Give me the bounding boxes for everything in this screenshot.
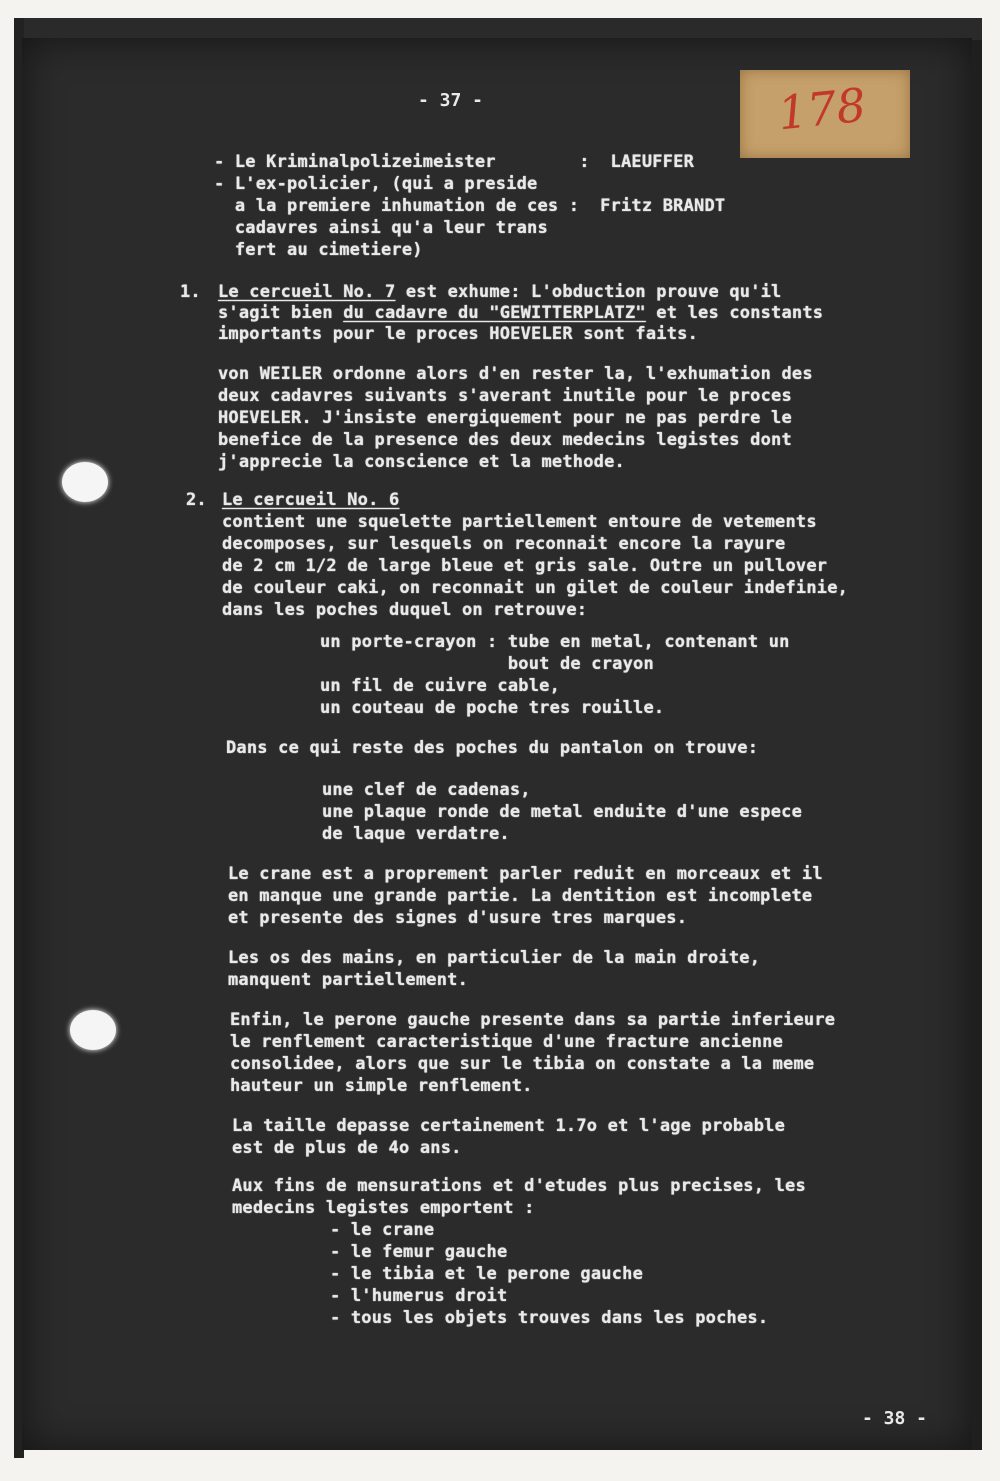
para-1-line-2: deux cadavres suivants s'averant inutile pour le proces (218, 386, 792, 406)
header-line-1: - Le Kriminalpolizeimeister : LAEUFFER (214, 152, 695, 172)
item-2-title: Le cercueil No. 6 (222, 490, 400, 510)
page-edge-right (972, 40, 982, 1450)
para-5-line-4: hauteur un simple renflement. (230, 1076, 533, 1096)
para-4-line-1: Les os des mains, en particulier de la main droite, (228, 948, 761, 968)
item-1-line-1 (218, 282, 782, 304)
list-3-item: - l'humerus droit (330, 1286, 508, 1306)
list-1-line-3: un fil de cuivre cable, (320, 676, 561, 696)
para-1-line-1: von WEILER ordonne alors d'en rester la, l'exhumation des (218, 364, 813, 384)
para-3-line-3: et presente des signes d'usure tres marques. (228, 908, 688, 928)
header-line-5: fert au cimetiere) (214, 240, 423, 260)
item-1-line-2-rest: et les constants (645, 303, 824, 323)
header-line-3: a la premiere inhumation de ces : Fritz BRANDT (214, 196, 726, 216)
para-3-line-2: en manque une grande partie. La dentition est incomplete (228, 886, 813, 906)
item-2-line-1: contient une squelette partiellement entoure de vetements (222, 512, 817, 532)
para-6-line-1: La taille depasse certainement 1.7o et l'age probable (232, 1116, 786, 1136)
list-3-item: - le tibia et le perone gauche (330, 1264, 644, 1284)
item-2-line-3: de 2 cm 1/2 de large bleue et gris sale. Outre un pullover (222, 556, 828, 576)
para-7-line-2: medecins legistes emportent : (232, 1198, 535, 1218)
item-1-number: 1. (180, 282, 201, 302)
para-5-line-2: le renflement caracteristique d'une fracture ancienne (230, 1032, 784, 1052)
item-1-line-1-text: est exhume: L'obduction prouve qu'il (395, 282, 782, 302)
para-5-line-1: Enfin, le perone gauche presente dans sa partie inferieure (230, 1010, 836, 1030)
stamp-number: 178 (775, 77, 869, 141)
header-line-4: cadavres ainsi qu'a leur trans (214, 218, 548, 238)
list-2-line-2: une plaque ronde de metal enduite d'une espece (322, 802, 803, 822)
list-3-item: - tous les objets trouves dans les poches. (330, 1308, 769, 1328)
item-2-line-2: decomposes, sur lesquels on reconnait encore la rayure (222, 534, 786, 554)
punch-hole-top (62, 462, 108, 502)
list-2-line-1: une clef de cadenas, (322, 780, 531, 800)
list-1-line-1: un porte-crayon : tube en metal, contenant un (320, 632, 790, 652)
para-1-line-4: benefice de la presence des deux medecins legistes dont (218, 430, 792, 450)
para-3-line-1: Le crane est a proprement parler reduit en morceaux et il (228, 864, 823, 884)
item-1-line-2 (218, 303, 823, 325)
archive-stamp (740, 70, 910, 158)
para-1-line-5: j'apprecie la conscience et la methode. (218, 452, 625, 472)
item-1-line-2-underlined: du cadavre du "GEWITTERPLATZ" (343, 303, 646, 323)
list-1-line-2: bout de crayon (320, 654, 654, 674)
para-6-line-2: est de plus de 4o ans. (232, 1138, 462, 1158)
para-5-line-3: consolidee, alors que sur le tibia on constate a la meme (230, 1054, 815, 1074)
list-2-line-3: de laque verdatre. (322, 824, 510, 844)
item-1-line-3: importants pour le proces HOEVELER sont faits. (218, 324, 699, 344)
para-4-line-2: manquent partiellement. (228, 970, 469, 990)
punch-hole-bottom (70, 1010, 116, 1050)
list-1-line-4: un couteau de poche tres rouille. (320, 698, 665, 718)
header-line-2: - L'ex-policier, (qui a preside (214, 174, 538, 194)
item-2-line-4: de couleur caki, on reconnait un gilet de couleur indefinie, (222, 578, 849, 598)
para-7-line-1: Aux fins de mensurations et d'etudes plus precises, les (232, 1176, 806, 1196)
list-3-item: - le crane (330, 1220, 435, 1240)
page-number: - 37 - (418, 90, 484, 111)
item-1-line-2-pre: s'agit bien (218, 303, 344, 323)
list-3-item: - le femur gauche (330, 1242, 508, 1262)
para-1-line-3: HOEVELER. J'insiste energiquement pour ne pas perdre le (218, 408, 792, 428)
item-2-line-5: dans les poches duquel on retrouve: (222, 600, 588, 620)
next-page-number: - 38 - (862, 1408, 928, 1429)
item-2-number: 2. (186, 490, 207, 510)
item-1-title: Le cercueil No. 7 (218, 282, 396, 302)
para-2: Dans ce qui reste des poches du pantalon on trouve: (226, 738, 759, 758)
